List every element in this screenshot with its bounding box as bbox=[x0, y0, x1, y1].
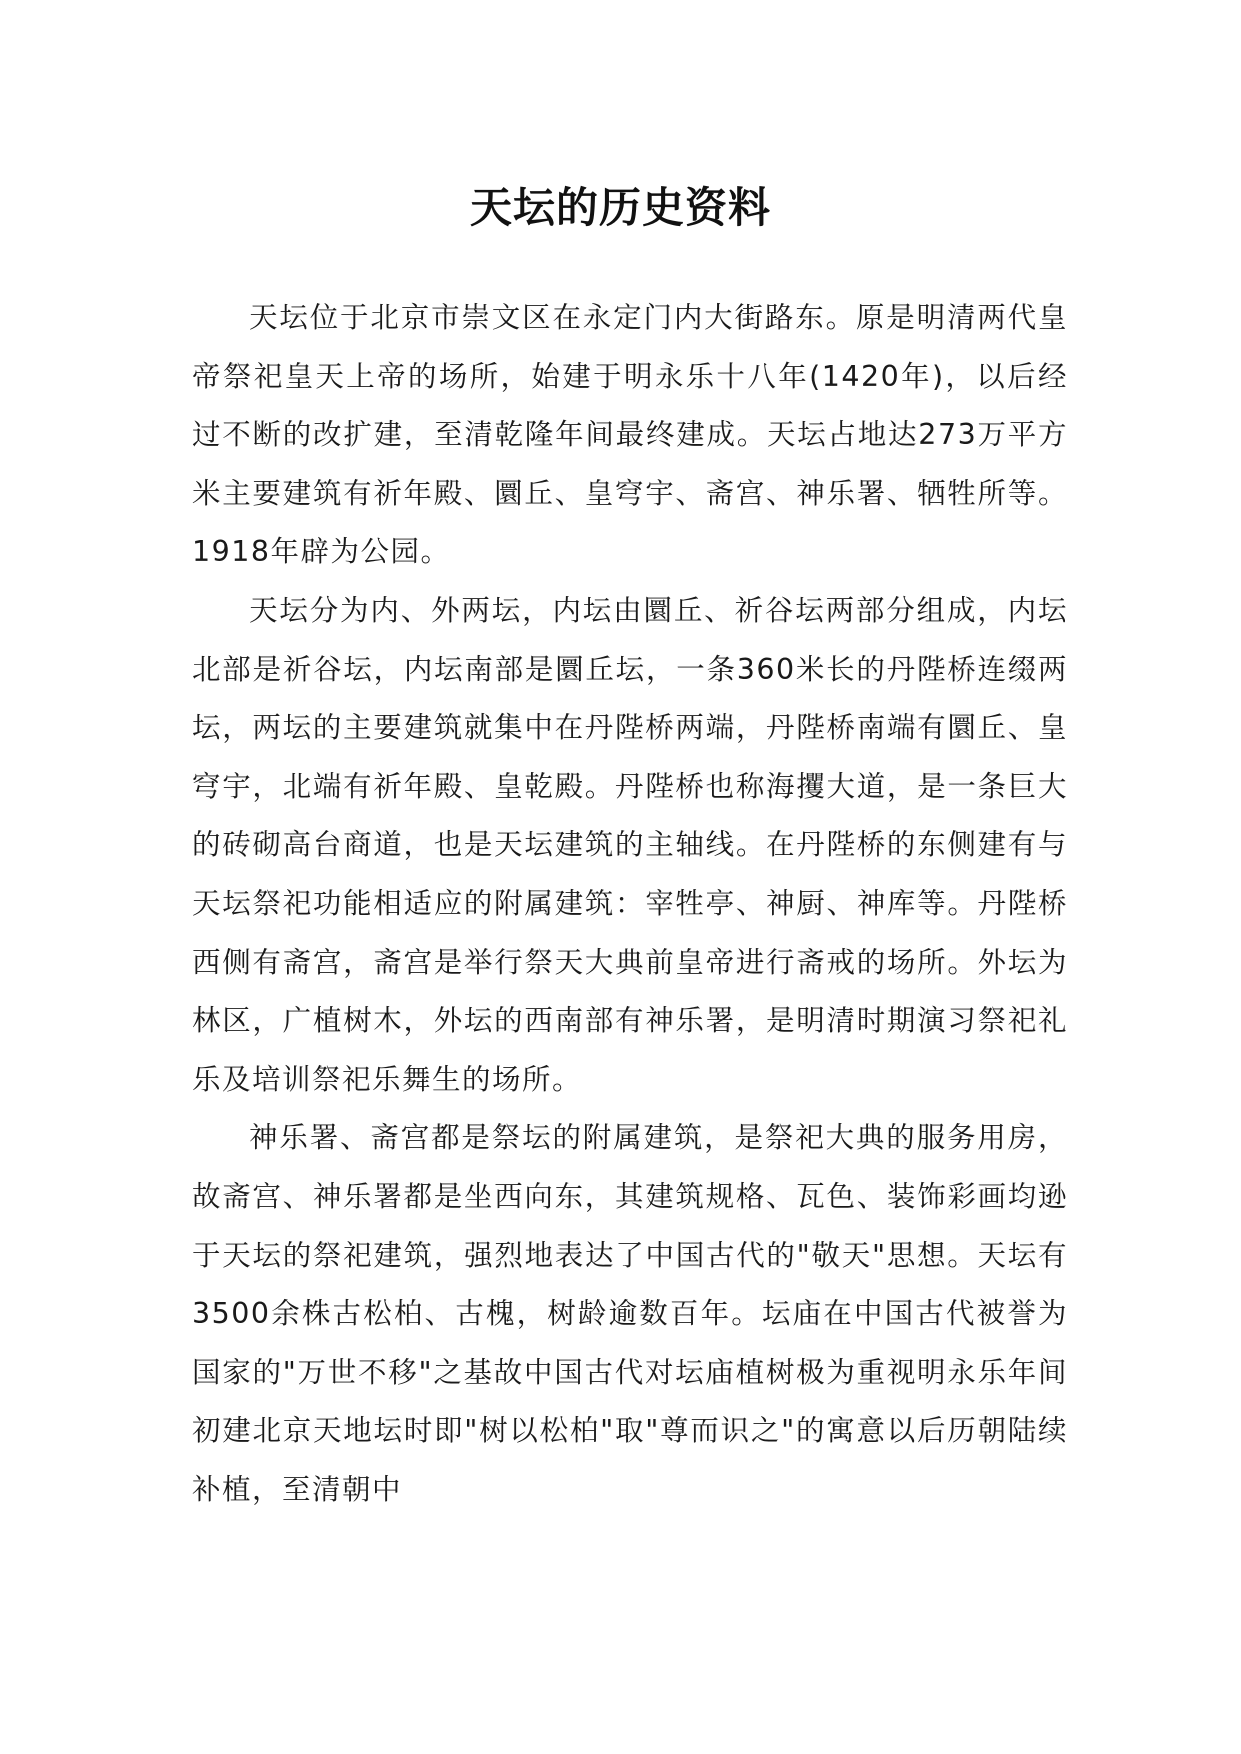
document-body bbox=[192, 289, 1068, 1519]
paragraph-3: 神乐署、斋宫都是祭坛的附属建筑，是祭祀大典的服务用房，故斋宫、神乐署都是坐西向东，其建筑规格、瓦色、装饰彩画均逊于天坛的祭祀建筑，强烈地表达了中国古代的"敬天"思想。天坛有3500余株古松柏、古槐，树龄逾数百年。坛庙在中国古代被誉为国家的"万世不移"之基故中国古代对坛庙植树极为重视明永乐年间初建北京天地坛时即"树以松柏"取"尊而识之"的寓意以后历朝陆续补植，至清朝中 bbox=[192, 1121, 1068, 1506]
document-title: 天坛的历史资料 bbox=[469, 183, 771, 233]
paragraph-1: 天坛位于北京市崇文区在永定门内大街路东。原是明清两代皇帝祭祀皇天上帝的场所，始建于明永乐十八年(1420年)，以后经过不断的改扩建，至清乾隆年间最终建成。天坛占地达273万平方米主要建筑有祈年殿、圜丘、皇穹宇、斋宫、神乐署、牺牲所等。1918年辟为公园。 bbox=[192, 301, 1068, 569]
paragraph-2: 天坛分为内、外两坛，内坛由圜丘、祈谷坛两部分组成，内坛北部是祈谷坛，内坛南部是圜丘坛，一条360米长的丹陛桥连缀两坛，两坛的主要建筑就集中在丹陛桥两端，丹陛桥南端有圜丘、皇穹宇，北端有祈年殿、皇乾殿。丹陛桥也称海攫大道，是一条巨大的砖砌高台商道，也是天坛建筑的主轴线。在丹陛桥的东侧建有与天坛祭祀功能相适应的附属建筑：宰牲亭、神厨、神库等。丹陛桥西侧有斋宫，斋宫是举行祭天大典前皇帝进行斋戒的场所。外坛为林区，广植树木，外坛的西南部有神乐署，是明清时期演习祭祀礼乐及培训祭祀乐舞生的场所。 bbox=[192, 593, 1068, 1096]
